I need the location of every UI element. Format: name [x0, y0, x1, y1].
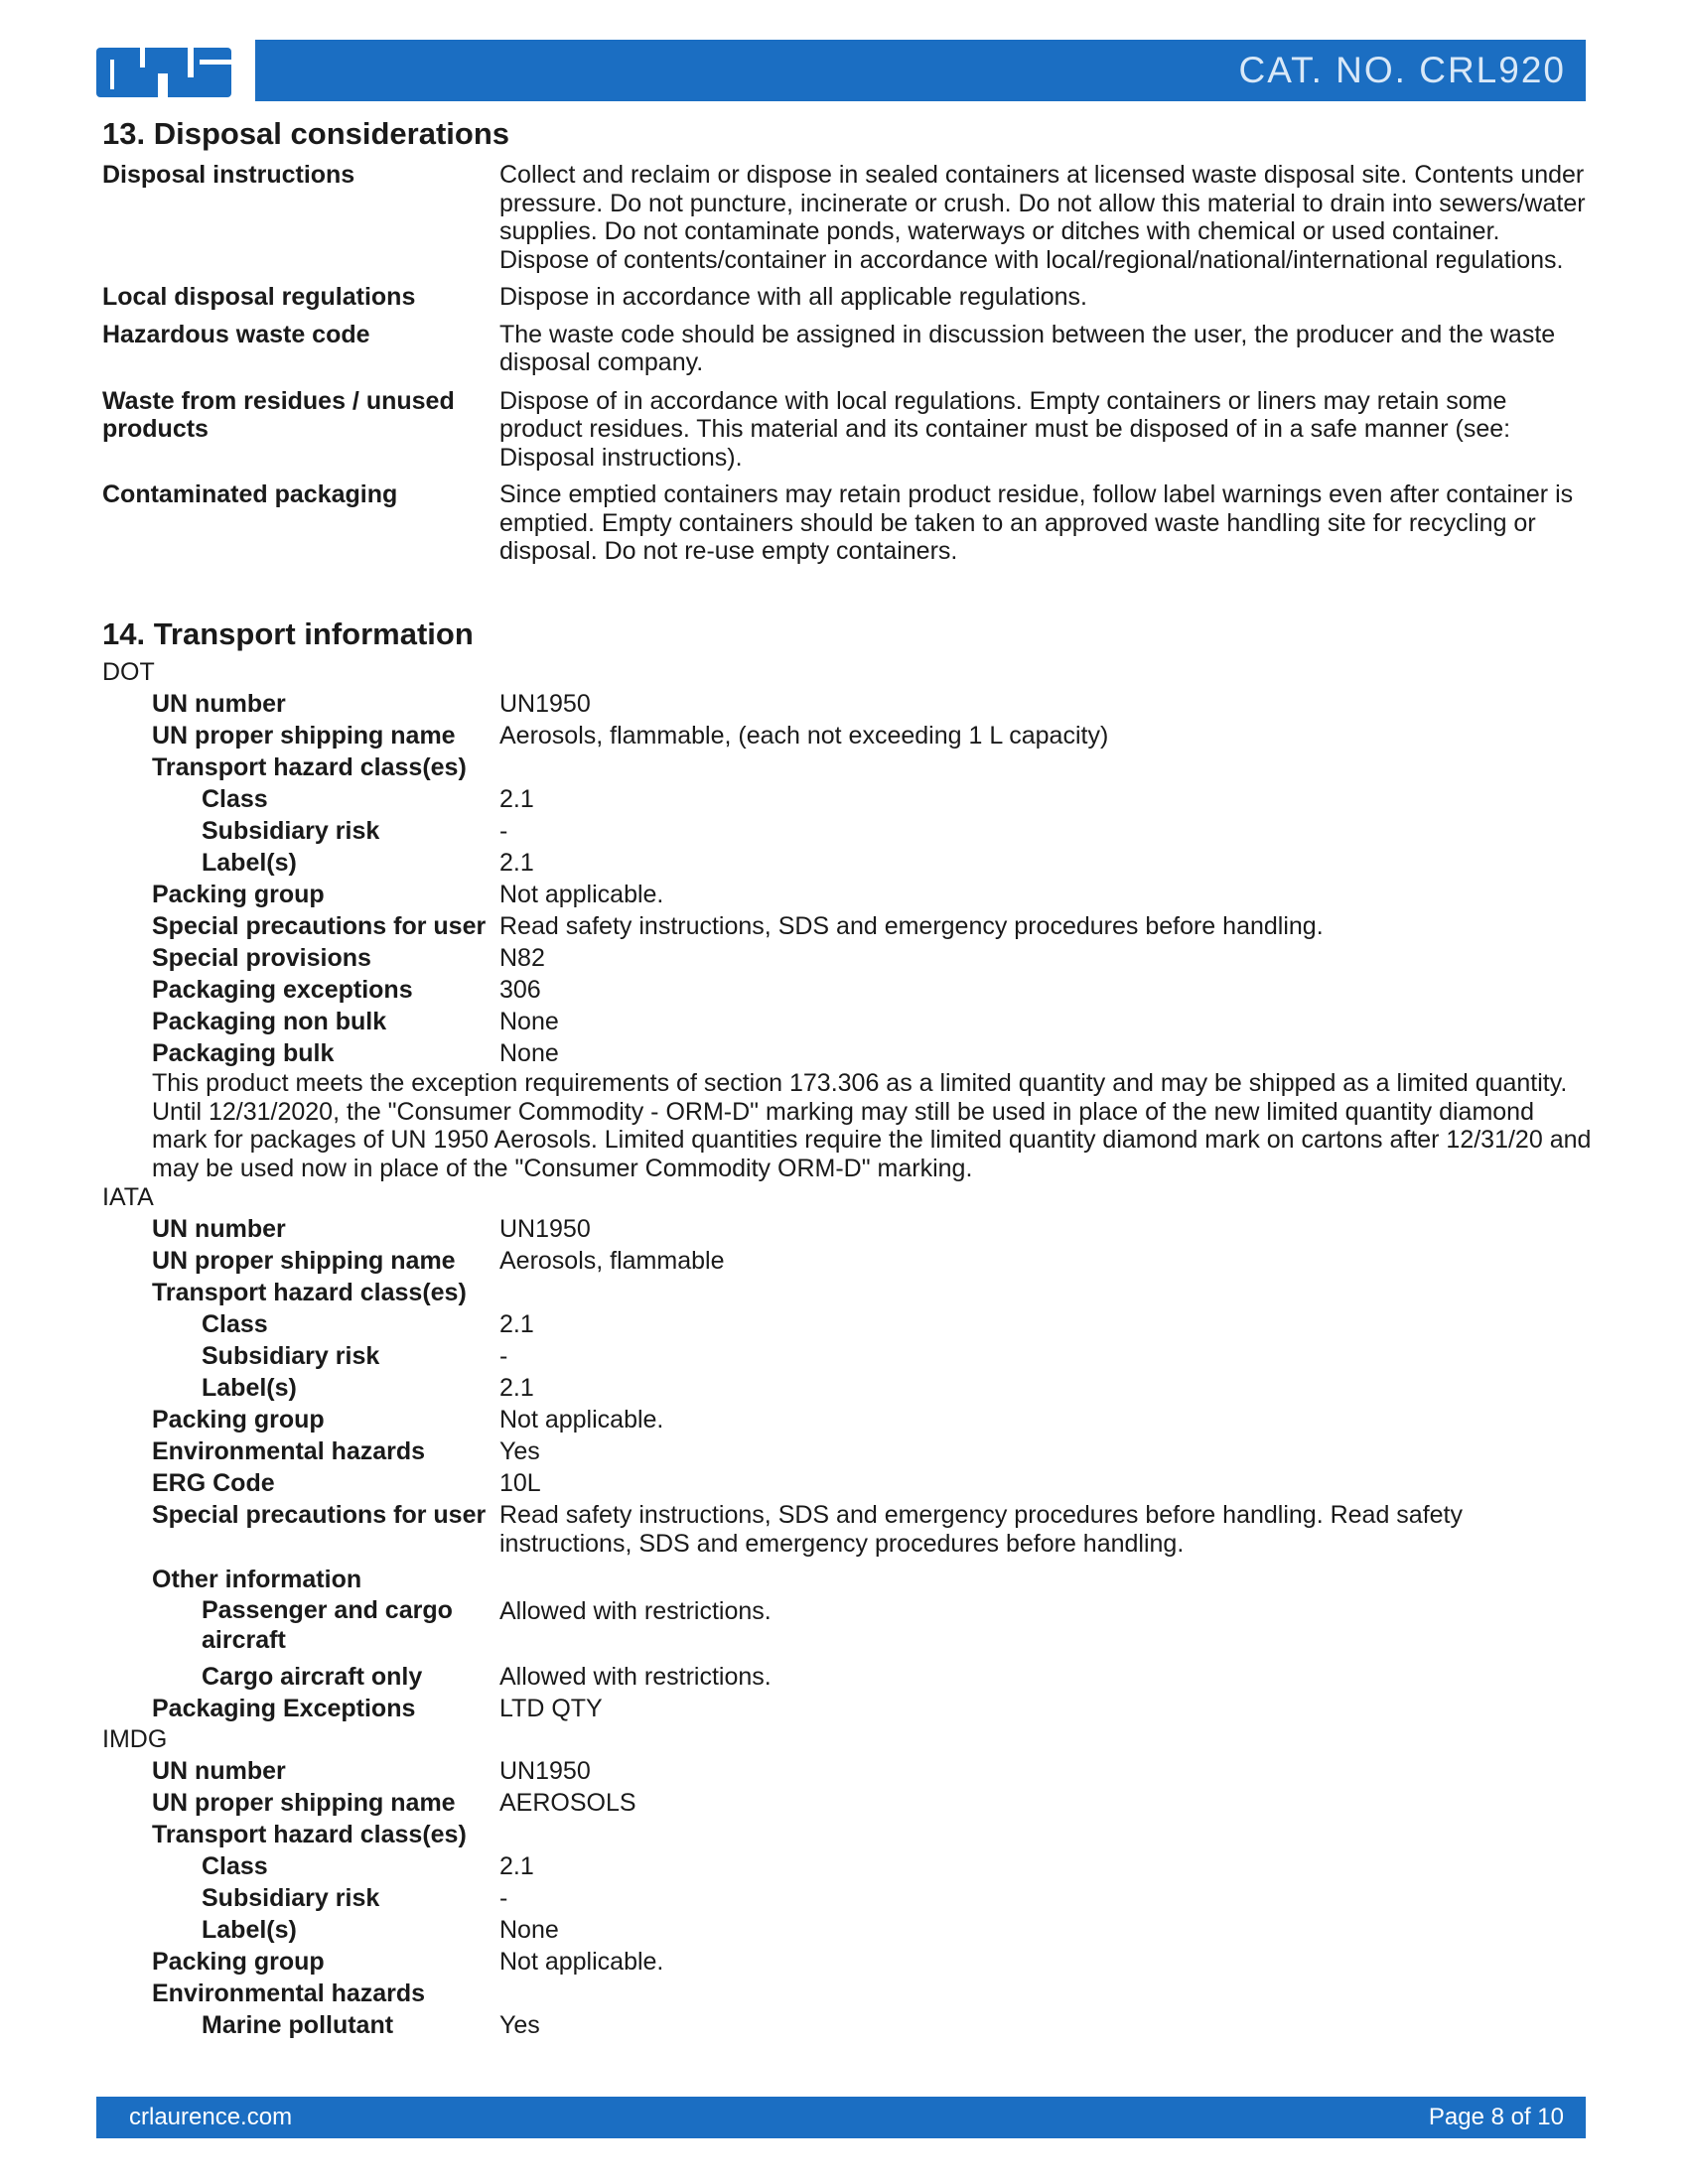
row-value: The waste code should be assigned in discussion between the user, the producer and the waste disposal company.: [499, 320, 1556, 376]
dot-packaging-exceptions: [102, 974, 1592, 1006]
row-value: LTD QTY: [499, 1695, 603, 1722]
imdg-environmental-hazards-heading: [102, 1978, 1592, 2009]
row-label: ERG Code: [152, 1469, 275, 1497]
row-label: Packaging non bulk: [152, 1008, 387, 1035]
dot-heading: DOT: [102, 658, 155, 686]
row-label: Label(s): [202, 1916, 297, 1944]
iata-class: [102, 1308, 1592, 1340]
dot-packing-group: [102, 879, 1592, 910]
section-14-title: 14. Transport information: [102, 616, 474, 651]
dot-limited-quantity-note: This product meets the exception requirements of section 173.306 as a limited quantity and may be shipped as a limited quantity. Until 12/31/2020, the "Consumer Commodity - ORM-D" marking may still be used in place of the new limited quantity diamond mark for packages of UN 1950 Aerosols. Limited quantities require the limited quantity diamond mark on cartons after 12/31/20 and may be used now in place of the "Consumer Commodity ORM-D" marking.: [152, 1069, 1592, 1182]
dot-packaging-non-bulk: [102, 1006, 1592, 1037]
iata-heading: IATA: [102, 1183, 154, 1211]
row-value: 2.1: [499, 785, 534, 813]
imdg-hazard-class-heading: [102, 1819, 1592, 1850]
dot-special-provisions: [102, 942, 1592, 974]
row-value: Not applicable.: [499, 1948, 664, 1976]
dot-shipping-name: [102, 720, 1592, 751]
iata-other-info-heading: [102, 1564, 1592, 1595]
row-value: Dispose of in accordance with local regulations. Empty containers or liners may retain some product residues. This material and its container must be disposed of in a safe manner (see: Disposal instructions).: [499, 386, 1511, 472]
row-value: Not applicable.: [499, 1406, 664, 1433]
row-value: 2.1: [499, 849, 534, 877]
row-value: Not applicable.: [499, 881, 664, 908]
dot-class: [102, 783, 1592, 815]
row-value: -: [499, 1342, 508, 1370]
waste-residues-row: [102, 387, 1592, 473]
imdg-un-number: [102, 1755, 1592, 1787]
row-label: Special precautions for user: [152, 912, 487, 940]
row-label: Class: [202, 785, 268, 813]
row-value: 2.1: [499, 1374, 534, 1402]
imdg-heading: IMDG: [102, 1725, 168, 1753]
row-value: UN1950: [499, 690, 591, 718]
dot-labels: [102, 847, 1592, 879]
row-value: Read safety instructions, SDS and emergency procedures before handling.: [499, 912, 1324, 940]
dot-packaging-bulk: [102, 1037, 1592, 1069]
iata-packing-group: [102, 1404, 1592, 1435]
row-value: Aerosols, flammable: [499, 1247, 725, 1275]
imdg-labels: [102, 1914, 1592, 1946]
row-value: -: [499, 1884, 508, 1912]
page-header: [96, 40, 1586, 101]
contaminated-packaging-row: [102, 480, 1592, 566]
row-label: Subsidiary risk: [202, 817, 380, 845]
row-value: Yes: [499, 2011, 540, 2039]
iata-shipping-name: [102, 1245, 1592, 1277]
catalog-number: CAT. NO. CRL920: [255, 40, 1586, 101]
row-value: 10L: [499, 1469, 541, 1497]
iata-hazard-class-heading: [102, 1277, 1592, 1308]
row-label: Subsidiary risk: [202, 1342, 380, 1370]
row-value: N82: [499, 944, 545, 972]
row-value: 2.1: [499, 1310, 534, 1338]
hazardous-waste-row: [102, 321, 1592, 377]
row-value: -: [499, 817, 508, 845]
row-label: Transport hazard class(es): [152, 753, 467, 781]
iata-special-precautions: [102, 1499, 1592, 1558]
row-value: 2.1: [499, 1852, 534, 1880]
row-label: UN proper shipping name: [152, 1789, 456, 1817]
row-label: Packing group: [152, 1948, 325, 1976]
row-value: Collect and reclaim or dispose in sealed containers at licensed waste disposal site. Contents under pressure. Do not puncture, incinerate or crush. Do not allow this material to drain into sewers/water supplies. Do not contaminate ponds, waterways or ditches with chemical or used container. Dispose of contents/container in accordance with local/regional/national/international regulations.: [499, 161, 1586, 274]
imdg-subsidiary-risk: [102, 1882, 1592, 1914]
page-number: Page 8 of 10: [1428, 2104, 1564, 2130]
section-13: [102, 115, 1592, 566]
local-disposal-row: [102, 283, 1592, 312]
row-value: Allowed with restrictions.: [499, 1597, 772, 1625]
imdg-class: [102, 1850, 1592, 1882]
section-14: [102, 615, 1592, 2041]
row-label: Packing group: [152, 1406, 325, 1433]
row-label: Packing group: [152, 881, 325, 908]
iata-packaging-exceptions: [102, 1693, 1592, 1724]
row-label: Special provisions: [152, 944, 371, 972]
row-label: Packaging bulk: [152, 1039, 335, 1067]
iata-un-number: [102, 1213, 1592, 1245]
row-label: UN proper shipping name: [152, 722, 456, 750]
row-label: UN proper shipping name: [152, 1247, 456, 1275]
row-label: Class: [202, 1310, 268, 1338]
iata-cargo-only: [102, 1661, 1592, 1693]
dot-un-number: [102, 688, 1592, 720]
row-label: Label(s): [202, 1374, 297, 1402]
row-label: Special precautions for user: [152, 1501, 487, 1529]
iata-erg-code: [102, 1467, 1592, 1499]
row-label: Waste from residues / unused products: [102, 386, 455, 443]
disposal-instructions-row: [102, 161, 1592, 274]
crl-logo: [96, 40, 231, 101]
iata-subsidiary-risk: [102, 1340, 1592, 1372]
row-label: Passenger and cargo aircraft: [202, 1596, 453, 1654]
imdg-marine-pollutant: [102, 2009, 1592, 2041]
row-label: UN number: [152, 1757, 286, 1785]
row-value: Read safety instructions, SDS and emergency procedures before handling. Read safety instructions, SDS and emergency procedures before handling.: [499, 1501, 1463, 1558]
imdg-packing-group: [102, 1946, 1592, 1978]
iata-passenger-cargo: [102, 1595, 1592, 1655]
row-value: AEROSOLS: [499, 1789, 636, 1817]
row-value: None: [499, 1008, 559, 1035]
row-label: Class: [202, 1852, 268, 1880]
row-label: Transport hazard class(es): [152, 1821, 467, 1848]
row-label: Local disposal regulations: [102, 283, 416, 311]
row-value: Yes: [499, 1437, 540, 1465]
row-label: Label(s): [202, 849, 297, 877]
row-value: None: [499, 1039, 559, 1067]
row-value: None: [499, 1916, 559, 1944]
row-label: Packaging exceptions: [152, 976, 413, 1004]
row-label: Other information: [152, 1566, 362, 1593]
row-value: 306: [499, 976, 541, 1004]
iata-labels: [102, 1372, 1592, 1404]
row-label: Packaging Exceptions: [152, 1695, 416, 1722]
iata-environmental-hazards: [102, 1435, 1592, 1467]
row-value: Aerosols, flammable, (each not exceeding 1 L capacity): [499, 722, 1109, 750]
row-label: Marine pollutant: [202, 2011, 394, 2039]
section-13-title: 13. Disposal considerations: [102, 116, 510, 151]
row-label: Contaminated packaging: [102, 480, 398, 508]
dot-subsidiary-risk: [102, 815, 1592, 847]
dot-special-precautions: [102, 910, 1592, 942]
row-label: UN number: [152, 1215, 286, 1243]
row-value: Allowed with restrictions.: [499, 1663, 772, 1691]
row-label: UN number: [152, 690, 286, 718]
row-label: Environmental hazards: [152, 1979, 426, 2007]
row-label: Cargo aircraft only: [202, 1663, 423, 1691]
page-footer: [96, 2097, 1586, 2138]
row-label: Environmental hazards: [152, 1437, 426, 1465]
row-value: UN1950: [499, 1215, 591, 1243]
row-value: Since emptied containers may retain product residue, follow label warnings even after container is emptied. Empty containers should be taken to an approved waste handling site for recycling or disposal. Do not re-use empty containers.: [499, 480, 1574, 565]
row-value: Dispose in accordance with all applicable regulations.: [499, 283, 1088, 311]
row-label: Transport hazard class(es): [152, 1279, 467, 1306]
website-link[interactable]: crlaurence.com: [129, 2104, 293, 2130]
row-label: Hazardous waste code: [102, 320, 370, 348]
row-label: Subsidiary risk: [202, 1884, 380, 1912]
row-value: UN1950: [499, 1757, 591, 1785]
dot-hazard-class-heading: [102, 751, 1592, 783]
imdg-shipping-name: [102, 1787, 1592, 1819]
row-label: Disposal instructions: [102, 161, 355, 189]
